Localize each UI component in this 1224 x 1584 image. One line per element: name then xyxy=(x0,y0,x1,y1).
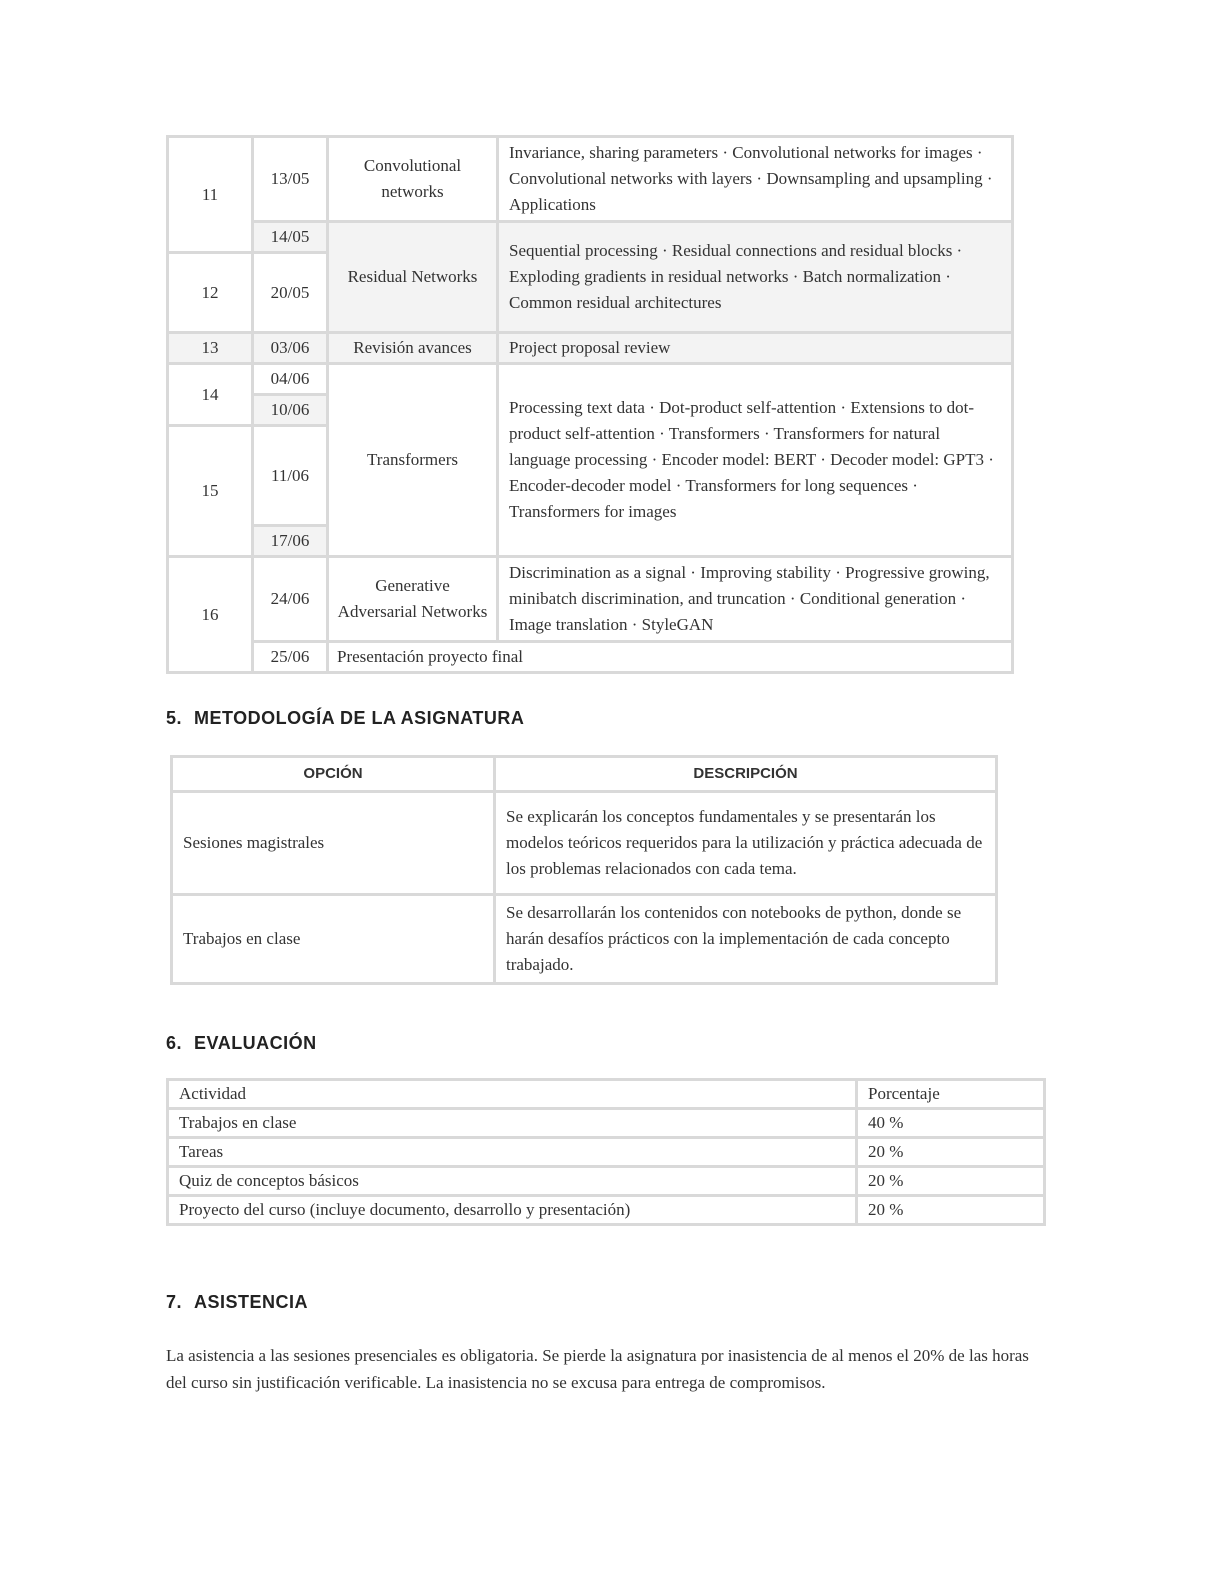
date-cell: 14/05 xyxy=(253,222,328,253)
methodology-table xyxy=(170,755,998,985)
option-cell: Sesiones magistrales xyxy=(172,792,495,895)
section-title: EVALUACIÓN xyxy=(194,1033,317,1053)
section-title: ASISTENCIA xyxy=(194,1292,309,1312)
topic-cell: Revisión avances xyxy=(328,333,498,364)
activity-cell: Tareas xyxy=(168,1138,857,1167)
content-cell: Processing text data · Dot-product self-attention · Extensions to dot-product self-attention · Transformers · Transformers for natural language processing · Encoder model: BERT · Decoder model: GPT3 · Encoder-decoder model · Transformers for long sequences · Transformers for images xyxy=(498,364,1013,557)
date-cell: 13/05 xyxy=(253,137,328,222)
table-row xyxy=(168,222,1013,253)
table-row xyxy=(168,1109,1045,1138)
topic-cell: Transformers xyxy=(328,364,498,557)
content-cell: Discrimination as a signal · Improving stability · Progressive growing, minibatch discrimination, and truncation · Conditional generation · Image translation · StyleGAN xyxy=(498,557,1013,642)
section-title: METODOLOGÍA DE LA ASIGNATURA xyxy=(194,708,525,728)
content-cell: Invariance, sharing parameters · Convolutional networks for images · Convolutional networks with layers · Downsampling and upsampling · Applications xyxy=(498,137,1013,222)
section-number: 7. xyxy=(166,1292,183,1312)
week-cell: 12 xyxy=(168,253,253,333)
option-cell: Trabajos en clase xyxy=(172,895,495,984)
week-cell: 14 xyxy=(168,364,253,426)
date-cell: 25/06 xyxy=(253,642,328,673)
percentage-cell: 20 % xyxy=(857,1138,1045,1167)
table-row xyxy=(168,137,1013,222)
evaluation-table xyxy=(166,1078,1046,1226)
table-row xyxy=(168,1138,1045,1167)
date-cell: 20/05 xyxy=(253,253,328,333)
table-row xyxy=(168,557,1013,642)
section-heading-methodology xyxy=(166,708,524,729)
date-cell: 17/06 xyxy=(253,526,328,557)
week-cell: 11 xyxy=(168,137,253,253)
attendance-paragraph: La asistencia a las sesiones presenciales es obligatoria. Se pierde la asignatura por inasistencia de al menos el 20% de las horas del curso sin justificación verificable. La inasistencia no se excusa para entrega de compromisos. xyxy=(166,1346,1029,1392)
activity-cell: Quiz de conceptos básicos xyxy=(168,1167,857,1196)
percentage-cell: 20 % xyxy=(857,1196,1045,1225)
week-cell: 16 xyxy=(168,557,253,673)
percentage-cell: 40 % xyxy=(857,1109,1045,1138)
date-cell: 10/06 xyxy=(253,395,328,426)
table-row xyxy=(168,642,1013,673)
description-cell: Se explicarán los conceptos fundamentales y se presentarán los modelos teóricos requeridos para la utilización y práctica adecuada de los problemas relacionados con cada tema. xyxy=(495,792,997,895)
section-heading-attendance xyxy=(166,1292,308,1313)
column-header-activity: Actividad xyxy=(168,1080,857,1109)
section-heading-evaluation xyxy=(166,1033,317,1054)
content-cell: Sequential processing · Residual connections and residual blocks · Exploding gradients in residual networks · Batch normalization · Common residual architectures xyxy=(498,222,1013,333)
table-row xyxy=(172,895,997,984)
table-row xyxy=(172,792,997,895)
content-cell: Project proposal review xyxy=(498,333,1013,364)
date-cell: 11/06 xyxy=(253,426,328,526)
topic-cell: Generative Adversarial Networks xyxy=(328,557,498,642)
topic-cell: Convolutional networks xyxy=(328,137,498,222)
section-number: 6. xyxy=(166,1033,183,1053)
table-row xyxy=(168,1167,1045,1196)
date-cell: 03/06 xyxy=(253,333,328,364)
table-row xyxy=(168,364,1013,395)
schedule-table xyxy=(166,135,1014,674)
section-number: 5. xyxy=(166,708,183,728)
date-cell: 04/06 xyxy=(253,364,328,395)
description-cell: Se desarrollarán los contenidos con notebooks de python, donde se harán desafíos prácticos con la implementación de cada concepto trabajado. xyxy=(495,895,997,984)
table-header-row xyxy=(168,1080,1045,1109)
activity-cell: Trabajos en clase xyxy=(168,1109,857,1138)
column-header-description: DESCRIPCIÓN xyxy=(495,757,997,792)
table-row xyxy=(168,333,1013,364)
column-header-percentage: Porcentaje xyxy=(857,1080,1045,1109)
date-cell: 24/06 xyxy=(253,557,328,642)
week-cell: 15 xyxy=(168,426,253,557)
topic-cell: Residual Networks xyxy=(328,222,498,333)
week-cell: 13 xyxy=(168,333,253,364)
table-row xyxy=(168,1196,1045,1225)
topic-cell: Presentación proyecto final xyxy=(328,642,1013,673)
activity-cell: Proyecto del curso (incluye documento, desarrollo y presentación) xyxy=(168,1196,857,1225)
percentage-cell: 20 % xyxy=(857,1167,1045,1196)
table-header-row xyxy=(172,757,997,792)
column-header-option: OPCIÓN xyxy=(172,757,495,792)
